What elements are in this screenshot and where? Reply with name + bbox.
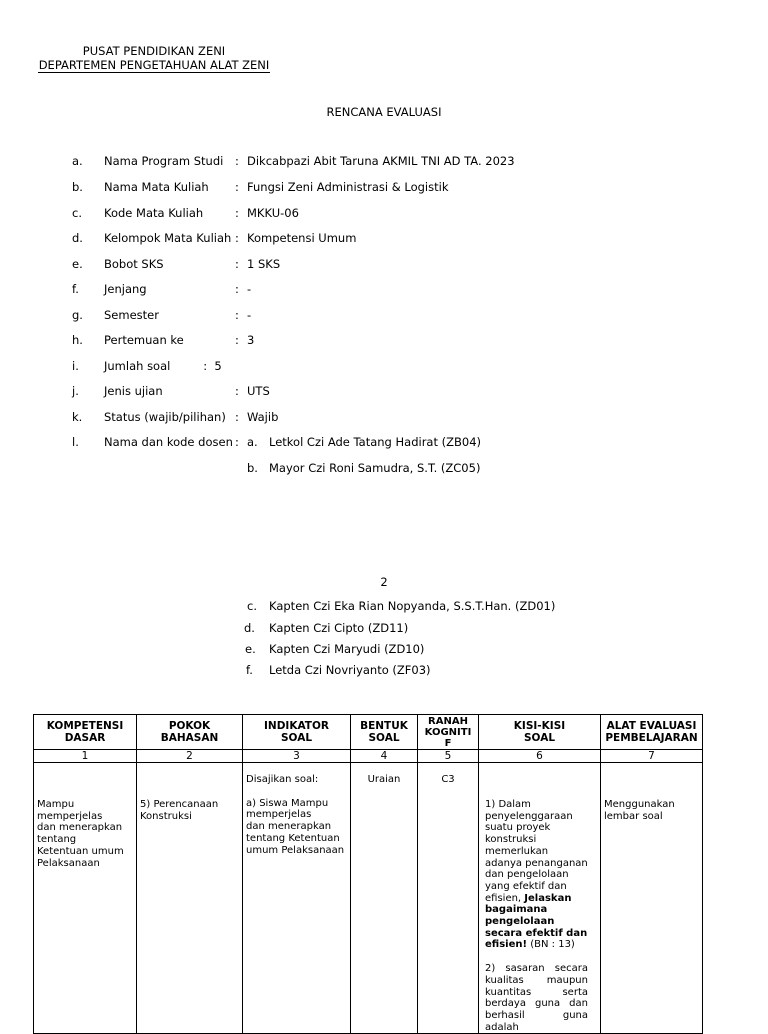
field-colon: : — [235, 231, 239, 245]
field-row — [0, 206, 768, 224]
header-underline — [38, 72, 270, 73]
field-letter: c. — [72, 206, 82, 220]
cell-alat — [601, 763, 703, 1034]
lecturer-letter: b. — [247, 461, 258, 475]
field-value: Kompetensi Umum — [247, 231, 357, 245]
lecturer-name: Kapten Czi Cipto (ZD11) — [269, 621, 409, 635]
pokok-text: 5) Perencanaan Konstruksi — [140, 799, 219, 822]
field-label: Nama dan kode dosen — [104, 435, 233, 449]
field-row — [0, 231, 768, 249]
field-colon: : — [235, 206, 239, 220]
lecturer-item — [245, 642, 565, 660]
lecturer-item — [247, 599, 567, 617]
field-letter: b. — [72, 180, 83, 194]
column-number: 6 — [479, 750, 601, 763]
lecturer-name: Mayor Czi Roni Samudra, S.T. (ZC05) — [269, 461, 481, 475]
alat-text: Menggunakan lembar soal — [604, 799, 675, 822]
field-label: Pertemuan ke — [104, 333, 184, 347]
column-number: 5 — [418, 750, 479, 763]
lecturer-name: Kapten Czi Maryudi (ZD10) — [269, 642, 425, 656]
lecturer-letter: f. — [246, 663, 253, 677]
field-row — [0, 410, 768, 428]
field-letter: d. — [72, 231, 83, 245]
lecturer-item — [244, 621, 564, 639]
indikator-intro: Disajikan soal: — [246, 774, 319, 785]
lecturer-name: Letkol Czi Ade Tatang Hadirat (ZB04) — [269, 435, 482, 449]
field-colon: : — [235, 180, 239, 194]
page-number: 2 — [380, 575, 388, 589]
cell-kisi — [479, 763, 601, 1034]
evaluation-table — [33, 714, 703, 1034]
kisi-q2-text: 2) sasaran secara kualitas maupun kuantitas serta berdaya guna dan berhasil guna adalah — [485, 963, 588, 1033]
field-row — [0, 154, 768, 172]
field-value: - — [247, 282, 252, 296]
field-label: Nama Program Studi — [104, 154, 224, 168]
org-name-line2: DEPARTEMEN PENGETAHUAN ALAT ZENI — [38, 58, 270, 72]
field-letter: g. — [72, 308, 83, 322]
field-label: Jenjang — [104, 282, 147, 296]
field-colon: : — [235, 435, 239, 449]
kisi-q1-text: 1) Dalam penyelenggaraan suatu proyek konstruksi memerlukan adanya penanganan dan pengelolaan yang efektif dan efisien, — [485, 799, 588, 904]
field-label: Kode Mata Kuliah — [104, 206, 204, 220]
field-letter: l. — [72, 435, 79, 449]
field-letter: a. — [72, 154, 83, 168]
field-colon: : — [235, 333, 239, 347]
field-row — [0, 180, 768, 198]
indikator-text: a) Siswa Mampu memperjelas dan menerapkan tentang Ketentuan umum Pelaksanaan — [246, 797, 345, 856]
lecturer-letter: c. — [247, 599, 257, 613]
lecturer-item — [247, 435, 567, 453]
field-colon: : — [235, 154, 239, 168]
lecturer-letter: a. — [247, 435, 258, 449]
lecturer-item — [246, 663, 566, 681]
field-letter: h. — [72, 333, 83, 347]
cell-ranah — [418, 763, 479, 1034]
field-colon: : — [235, 282, 239, 296]
cell-kompetensi — [34, 763, 137, 1034]
lecturer-item — [247, 461, 567, 479]
field-label: Nama Mata Kuliah — [104, 180, 209, 194]
column-header: RANAH KOGNITI F — [418, 715, 479, 750]
field-letter: k. — [72, 410, 83, 424]
cell-pokok — [137, 763, 243, 1034]
field-value: UTS — [247, 384, 270, 398]
lecturer-letter: e. — [245, 642, 256, 656]
column-header: KOMPETENSI DASAR — [34, 715, 137, 750]
column-header: BENTUK SOAL — [351, 715, 418, 750]
field-value: Dikcabpazi Abit Taruna AKMIL TNI AD TA. 2023 — [247, 154, 515, 168]
org-name-line1: PUSAT PENDIDIKAN ZENI — [82, 44, 226, 58]
field-label: Jumlah soal : 5 — [104, 359, 222, 373]
field-label: Semester — [104, 308, 159, 322]
field-label: Kelompok Mata Kuliah — [104, 231, 232, 245]
field-colon: : — [235, 308, 239, 322]
field-row — [0, 384, 768, 402]
lecturer-name: Letda Czi Novriyanto (ZF03) — [269, 663, 431, 677]
field-colon: : — [235, 257, 239, 271]
column-header: INDIKATOR SOAL — [243, 715, 351, 750]
document-title: RENCANA EVALUASI — [326, 105, 442, 119]
field-letter: f. — [72, 282, 79, 296]
field-value: 1 SKS — [247, 257, 281, 271]
field-letter: j. — [72, 384, 79, 398]
column-number: 4 — [351, 750, 418, 763]
field-label: Status (wajib/pilihan) — [104, 410, 226, 424]
table-header-row — [34, 715, 703, 750]
field-value: Wajib — [247, 410, 279, 424]
field-row — [0, 333, 768, 351]
column-number: 7 — [601, 750, 703, 763]
column-number: 1 — [34, 750, 137, 763]
column-header: POKOK BAHASAN — [137, 715, 243, 750]
field-value: MKKU-06 — [247, 206, 299, 220]
ranah-text: C3 — [441, 774, 455, 785]
lecturer-name: Kapten Czi Eka Rian Nopyanda, S.S.T.Han. (ZD01) — [269, 599, 556, 613]
field-colon: : — [235, 384, 239, 398]
column-number: 3 — [243, 750, 351, 763]
column-header: KISI-KISI SOAL — [479, 715, 601, 750]
lecturer-letter: d. — [244, 621, 255, 635]
kisi-q1-question: Jelaskan bagaimana pengelolaan secara efektif dan efisien! — [485, 892, 588, 951]
field-row — [0, 359, 768, 377]
field-row — [0, 257, 768, 275]
cell-bentuk — [351, 763, 418, 1034]
bentuk-text: Uraian — [367, 774, 401, 785]
field-letter: e. — [72, 257, 83, 271]
field-value: - — [247, 308, 252, 322]
column-number-row — [34, 750, 703, 763]
field-value: 3 — [247, 333, 255, 347]
field-letter: i. — [72, 359, 79, 373]
cell-indikator — [243, 763, 351, 1034]
field-label: Jenis ujian — [104, 384, 163, 398]
kisi-q1-ref: (BN : 13) — [530, 939, 575, 951]
table-row — [34, 763, 703, 1034]
column-number: 2 — [137, 750, 243, 763]
field-value: Fungsi Zeni Administrasi & Logistik — [247, 180, 449, 194]
column-header: ALAT EVALUASI PEMBELAJARAN — [601, 715, 703, 750]
kompetensi-text: Mampu memperjelas dan menerapkan tentang Ketentuan umum Pelaksanaan — [37, 799, 124, 869]
field-row — [0, 282, 768, 300]
field-label: Bobot SKS — [104, 257, 164, 271]
field-row — [0, 308, 768, 326]
field-colon: : — [235, 410, 239, 424]
